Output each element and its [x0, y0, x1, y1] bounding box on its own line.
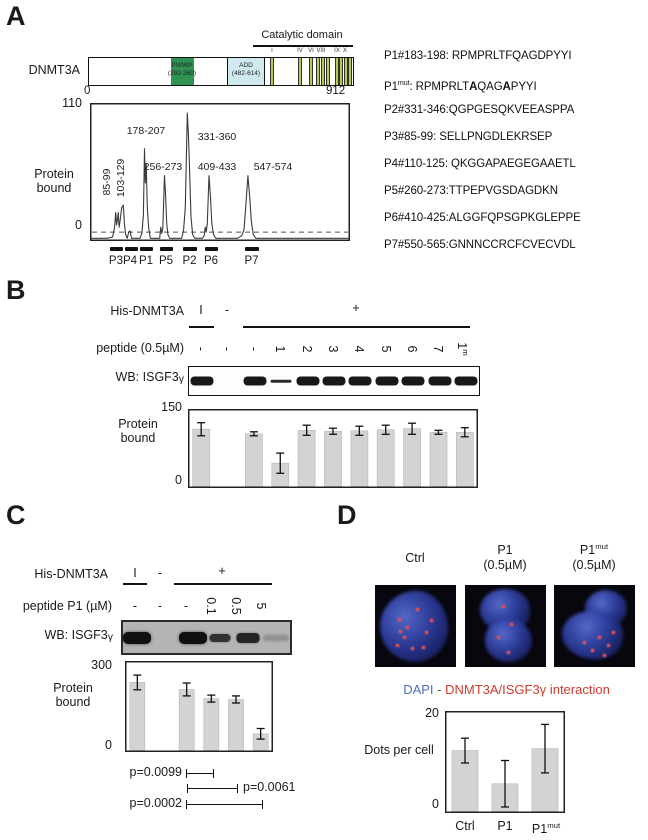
panel-b-letter: B [6, 275, 26, 305]
marker-label-p1: P1 [138, 255, 154, 267]
his-dnmt3a-label-c: His-DNMT3A [34, 567, 108, 581]
xaxis-label-p1mut: $P1^{mut}$ [531, 821, 561, 837]
plus-underline-b [243, 326, 470, 328]
interaction-dot [398, 618, 401, 621]
peak-label-178-207: 178-207 [126, 125, 166, 137]
blot-band [402, 377, 425, 386]
motif-stripe [270, 58, 274, 85]
blot-band [243, 377, 266, 386]
motif-stripe [326, 58, 330, 85]
blot-band [296, 377, 319, 386]
peak-label-85-99: 85-99 [101, 168, 113, 196]
peptide-seq-p7: P7#550-565:GNNNCCRCFCVECVDL [384, 239, 576, 251]
motif-stripe [339, 58, 343, 85]
protein-bound-chart-b [188, 409, 478, 488]
blot-band [210, 634, 231, 642]
blot-band [375, 377, 398, 386]
lane-value-c-2: - [157, 599, 163, 613]
lane-value-c-01: 0.1 [204, 597, 218, 615]
lane-value-b-3: - [247, 346, 261, 352]
protein-bound-chart-c [125, 661, 273, 752]
wb-label-c: WB: ISGF3γ [44, 628, 113, 643]
barsC-ylabel: Protein bound [53, 681, 93, 709]
interaction-dot [598, 636, 601, 639]
lane-plus-label-b: + [352, 301, 360, 315]
col-header-p1-conc: (0.5µM) [483, 558, 527, 572]
lane-value-b-2: - [220, 346, 234, 352]
protein-name-label: DNMT3A [28, 63, 80, 77]
marker-label-p2: P2 [182, 255, 197, 267]
panel-a-letter: A [6, 1, 26, 31]
nucleus [485, 619, 532, 662]
motif-label-I: I [271, 48, 273, 54]
peptide-seq-p5: P5#260-273:TTPEPVGSDAGDKN [384, 185, 558, 197]
marker-label-p3p4: P3P4 [108, 255, 138, 267]
marker-dash-p4 [125, 247, 138, 251]
interaction-dot [416, 608, 419, 611]
protein-schematic [88, 57, 354, 86]
peptide-seq-p6: P6#410-425:ALGGFQPSGPKGLEPPE [384, 212, 581, 224]
marker-dash-p5 [160, 247, 173, 251]
marker-dash-p7 [245, 247, 259, 251]
motif-stripe [316, 58, 320, 85]
peak-label-256-273: 256-273 [143, 161, 183, 173]
lane-value-c-3: - [183, 599, 189, 613]
blot-band [454, 377, 477, 386]
profile-ymax-tick: 110 [62, 96, 82, 110]
barsD-ymin-tick: 0 [432, 797, 439, 811]
lane-value-b-5: 2 [300, 345, 314, 353]
pvalue-1: p=0.0099 [129, 765, 182, 779]
motif-stripe [298, 58, 302, 85]
col-header-ctrl: Ctrl [405, 551, 425, 565]
col-header-p1mut: $P1^{mut}$ [579, 542, 609, 558]
motif-stripe [309, 58, 313, 85]
barsB-ymax-tick: 150 [161, 400, 182, 414]
marker-dash-p2 [183, 247, 197, 251]
motif-label-X: X [342, 48, 347, 54]
catalytic-domain-label: Catalytic domain [261, 29, 343, 41]
blot-band [237, 633, 260, 643]
lane-value-b-7: 4 [352, 345, 366, 353]
marker-label-p5: P5 [158, 255, 174, 267]
pvalue-bracket-3 [186, 800, 263, 809]
fluorescence-image-p1mut [554, 585, 635, 667]
blot-band [271, 380, 292, 383]
peptide-seq-p4: P4#110-125: QKGGAPAEGEGAAETL [384, 158, 576, 170]
marker-dash-p6 [205, 247, 218, 251]
lane-minus-label-c: - [157, 566, 163, 580]
blot-band [428, 377, 451, 386]
interaction-dot [603, 654, 606, 657]
blot-band [323, 377, 346, 386]
motif-label-IX: IX [334, 48, 340, 54]
interaction-dot [502, 605, 505, 608]
panel-d-letter: D [337, 500, 357, 530]
blot-band [179, 632, 207, 644]
lane-value-b-6: 3 [326, 345, 340, 353]
barsC-ymin-tick: 0 [105, 738, 112, 752]
lane-plus-label-c: + [218, 564, 226, 578]
peak-label-409-433: 409-433 [197, 161, 237, 173]
interaction-dot [583, 641, 586, 644]
peptide-seq-p2: P2#331-346:QGPGESQKVEEASPPA [384, 104, 575, 116]
interaction-dot [406, 626, 409, 629]
plus-underline-c [174, 583, 272, 585]
interaction-dot [507, 651, 510, 654]
nucleus [375, 586, 452, 665]
lane-value-c-5: 5 [254, 602, 268, 610]
interaction-dot [422, 646, 425, 649]
col-header-p1: P1 [497, 543, 513, 557]
lane-value-b-1: - [194, 346, 208, 352]
profile-ymin-tick: 0 [75, 218, 82, 232]
western-blot-c [121, 620, 292, 655]
barsD-ylabel: Dots per cell [364, 743, 434, 757]
motif-label-VIII: VIII [316, 48, 326, 54]
motif-stripe [321, 58, 325, 85]
add-label: ADD (482-614) [231, 62, 261, 77]
marker-label-p6: P6 [203, 255, 219, 267]
input-underline-b [189, 326, 214, 328]
peptide-seq-p1mut: $P1^{mut}$: RPMPRLTAQAGAPYYI [384, 79, 537, 93]
motif-label-IV: IV [297, 48, 303, 54]
lane-value-b-10: 7 [431, 345, 445, 353]
blot-band [123, 632, 151, 644]
scale-end-label: 912 [326, 85, 346, 97]
pvalue-2: p=0.0061 [243, 780, 296, 794]
dots-per-cell-chart [445, 711, 565, 813]
blot-band [263, 634, 289, 641]
motif-stripe [348, 58, 352, 85]
western-blot-b [188, 366, 480, 396]
xaxis-label-p1: P1 [497, 819, 513, 833]
peptide-row-label-c: peptide P1 (µM) [22, 599, 112, 613]
marker-label-p7: P7 [244, 255, 259, 267]
barsB-ymin-tick: 0 [175, 473, 182, 487]
blot-band [349, 377, 372, 386]
peak-label-547-574: 547-574 [253, 161, 293, 173]
fluorescence-image-ctrl [375, 585, 456, 667]
blot-band [191, 377, 214, 386]
lane-input-label-c: I [133, 566, 137, 580]
peptide-seq-p1: P1#183-198: RPMPRLTFQAGDPYYI [384, 50, 572, 62]
motif-label-VI: VI [308, 48, 314, 54]
xaxis-label-ctrl: Ctrl [455, 819, 475, 833]
peptide-seq-p3: P3#85-99: SELLPNGDLEKRSEP [384, 131, 553, 143]
lane-value-c-05: 0.5 [229, 597, 243, 615]
peptide-row-label-b: peptide (0.5µM) [96, 341, 184, 355]
scale-start-label: 0 [84, 85, 91, 97]
lane-value-b-4: 1 [273, 345, 287, 353]
barsB-ylabel: Protein bound [118, 417, 158, 445]
pvalue-bracket-1 [186, 769, 214, 778]
profile-ylabel: Protein bound [34, 167, 74, 195]
his-dnmt3a-label-b: His-DNMT3A [110, 304, 184, 318]
barsC-ymax-tick: 300 [91, 658, 112, 672]
fluorescence-image-p1 [465, 585, 546, 667]
pvalue-bracket-2 [187, 784, 238, 793]
lane-value-c-1: - [132, 599, 138, 613]
input-underline-c [123, 583, 147, 585]
panel-c-letter: C [6, 500, 26, 530]
wb-label-b: WB: ISGF3γ [115, 370, 184, 385]
lane-value-b-9: 6 [405, 345, 419, 353]
peak-label-331-360: 331-360 [197, 131, 237, 143]
lane-minus-label-b: - [224, 303, 230, 317]
lane-value-b-1m: 1$^m$ [454, 342, 470, 356]
peak-label-103-129: 103-129 [115, 158, 127, 198]
marker-dash-p3 [110, 247, 123, 251]
barsD-ymax-tick: 20 [425, 706, 439, 720]
pvalue-3: p=0.0002 [129, 796, 182, 810]
pwwp-label: PWWP (292-360) [167, 62, 197, 77]
lane-input-label-b: I [199, 303, 203, 317]
marker-dash-p1 [140, 247, 153, 251]
fluorescence-caption: DAPI - DNMT3A/ISGF3γ interaction [403, 682, 610, 697]
col-header-p1mut-conc: (0.5µM) [572, 558, 616, 572]
lane-value-b-8: 5 [379, 345, 393, 353]
catalytic-domain-underline [253, 45, 353, 47]
